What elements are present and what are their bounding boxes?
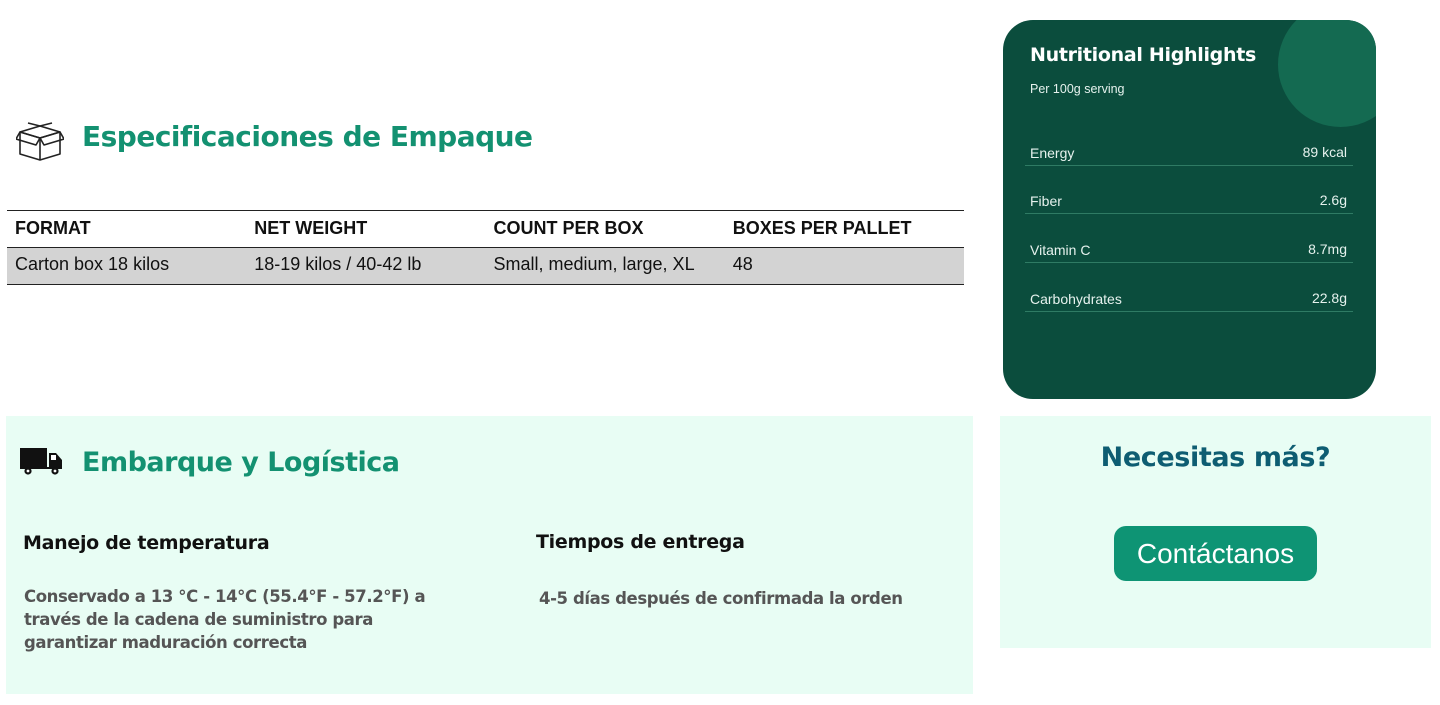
truck-icon: [20, 446, 64, 476]
nutrition-row-vitamin-c: [1025, 242, 1353, 263]
column-header-format: FORMAT: [7, 211, 246, 248]
nutrition-value: 2.6g: [1319, 192, 1347, 208]
cell-boxes-per-pallet: 48: [725, 248, 964, 285]
contact-title: Necesitas más?: [1100, 442, 1331, 473]
nutrition-title: Nutritional Highlights: [1030, 44, 1257, 66]
table-row: [7, 248, 964, 285]
cell-count-per-box: Small, medium, large, XL: [486, 248, 725, 285]
nutrition-card: [1003, 20, 1376, 399]
nutrition-label: Carbohydrates: [1030, 291, 1122, 307]
nutrition-label: Fiber: [1030, 193, 1062, 209]
column-header-boxes-per-pallet: BOXES PER PALLET: [725, 211, 964, 248]
temperature-description: Conservado a 13 °C - 14°C (55.4°F - 57.2°F) a través de la cadena de suministro para garantizar maduración correcta: [24, 587, 426, 652]
nutrition-value: 8.7mg: [1308, 241, 1347, 257]
packaging-spec-table: [7, 210, 964, 285]
nutrition-subtitle: Per 100g serving: [1030, 82, 1125, 96]
shipping-title: Embarque y Logística: [82, 447, 400, 478]
contact-button[interactable]: Contáctanos: [1114, 526, 1317, 581]
nutrition-label: Energy: [1030, 145, 1075, 161]
column-header-count-per-box: COUNT PER BOX: [486, 211, 725, 248]
delivery-heading: Tiempos de entrega: [536, 531, 745, 553]
nutrition-value: 89 kcal: [1302, 144, 1347, 160]
column-header-net-weight: NET WEIGHT: [246, 211, 485, 248]
temperature-heading: Manejo de temperatura: [23, 532, 270, 554]
cell-format: Carton box 18 kilos: [7, 248, 246, 285]
nutrition-row-carbohydrates: [1025, 291, 1353, 312]
box-icon: [16, 118, 64, 162]
nutrition-row-fiber: [1025, 193, 1353, 214]
nutrition-label: Vitamin C: [1030, 242, 1091, 258]
table-header-row: [7, 211, 964, 248]
decorative-circle: [1278, 20, 1376, 127]
nutrition-row-energy: [1025, 145, 1353, 166]
nutrition-value: 22.8g: [1311, 290, 1347, 306]
packaging-title: Especificaciones de Empaque: [82, 120, 533, 153]
contact-panel: [1000, 416, 1431, 648]
delivery-description: 4-5 días después de confirmada la orden: [539, 589, 903, 608]
cell-net-weight: 18-19 kilos / 40-42 lb: [246, 248, 485, 285]
